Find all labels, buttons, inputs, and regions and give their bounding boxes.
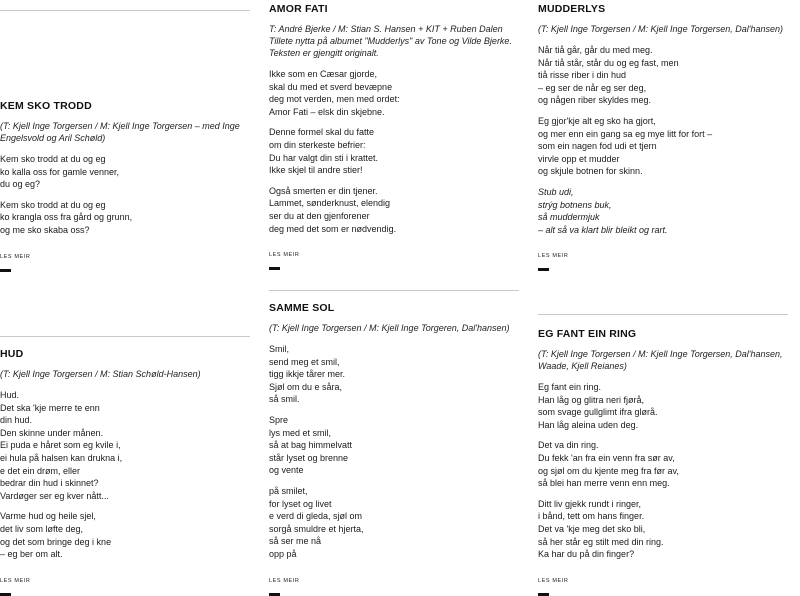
lyric-line: ko krangla oss fra gård og grunn, xyxy=(0,212,133,223)
credit-line: Teksten er gjengitt originalt. xyxy=(269,48,379,58)
lyric-line: Ka har du på din finger? xyxy=(538,549,635,560)
credit-line: Tillete nytta på albumet "Mudderlys" av Tone og Vilde Bjerke. xyxy=(269,36,512,46)
lyric-line: og skjule botnen for skinn. xyxy=(538,166,643,177)
lyric-line: Amor Fati – elsk din skjebne. xyxy=(269,106,385,117)
credit-line: (T: Kjell Inge Torgersen / M: Kjell Inge Torgersen, Dal'hansen, xyxy=(538,349,783,359)
lyric-line: og någen riber skyldes meg. xyxy=(538,95,652,106)
lyric-line: sorgå smuldre et hjerta, xyxy=(269,523,364,534)
lyric-line: deg med det som er nødvendig. xyxy=(269,223,397,234)
lyric-line: virvle opp et mudder xyxy=(538,153,620,164)
credit-line: (T: Kjell Inge Torgersen / M: Kjell Inge Torgersen – med Inge xyxy=(0,121,240,131)
lyric-line: Du fekk 'an fra ein venn fra sør av, xyxy=(538,452,675,463)
stanza xyxy=(538,115,796,178)
lyric-line: og vente xyxy=(269,465,304,476)
lyric-line: Vardøger ser eg kver nått... xyxy=(0,490,109,501)
stanza xyxy=(538,186,796,236)
song-card xyxy=(0,348,258,596)
read-more-link[interactable]: LES MEIR xyxy=(0,253,31,260)
lyric-line: så ser me nå xyxy=(269,536,322,547)
song-title[interactable]: HUD xyxy=(0,348,24,360)
lyric-line: – eg ber om alt. xyxy=(0,549,63,560)
separator-row-1-col-1 xyxy=(0,10,250,11)
lyric-line: bedrar din hud i skinnet? xyxy=(0,478,99,489)
lyric-line: og sjøl om du kjente meg fra før av, xyxy=(538,465,679,476)
lyric-line: Han låg aleina uden deg. xyxy=(538,419,639,430)
separator-row-2-col-2 xyxy=(269,290,519,291)
credit-line: (T: Kjell Inge Torgersen / M: Kjell Inge Torgeren, Dal'hansen) xyxy=(269,323,510,333)
lyric-line: Når tiå går, går du med meg. xyxy=(538,45,653,55)
stanza xyxy=(269,126,527,176)
lyric-line: du og eg? xyxy=(0,179,41,190)
accent-bar xyxy=(269,593,280,596)
lyric-line: opp på xyxy=(269,548,297,559)
lyric-line: send meg et smil, xyxy=(269,356,340,367)
lyric-line: Kem sko trodd at du og eg xyxy=(0,199,106,210)
lyric-line: det liv som løfte deg, xyxy=(0,523,84,534)
song-card xyxy=(0,100,258,272)
lyric-line: Sjøl om du e såra, xyxy=(269,381,343,392)
credit-line: Waade, Kjell Reianes) xyxy=(538,361,627,371)
accent-bar xyxy=(0,269,11,272)
lyrics-excerpt xyxy=(538,44,796,236)
lyric-line: Denne formel skal du fatte xyxy=(269,127,375,138)
credit-line: (T: Kjell Inge Torgersen / M: Kjell Inge Torgersen, Dal'hansen) xyxy=(538,24,784,34)
read-more-link[interactable]: LES MEIR xyxy=(269,577,300,584)
lyric-line: Også smerten er din tjener. xyxy=(269,185,378,196)
lyric-line: Det va 'kje meg det sko bli, xyxy=(538,523,646,534)
lyrics-excerpt xyxy=(269,343,527,561)
separator-row-2-col-3 xyxy=(538,314,788,315)
stanza xyxy=(269,485,527,561)
stanza xyxy=(538,439,796,489)
lyric-line: ei hula på halsen kan drukna i, xyxy=(0,452,123,463)
lyric-line: Det ska 'kje merre te enn xyxy=(0,402,100,413)
accent-bar xyxy=(538,268,549,271)
song-credits xyxy=(538,348,796,372)
lyric-line: Ikke skjel til andre stier! xyxy=(269,165,363,176)
song-title[interactable]: SAMME SOL xyxy=(269,302,335,314)
lyric-line: Han låg og glitra neri fjørå, xyxy=(538,394,645,405)
lyric-line: Eg fant ein ring. xyxy=(538,382,602,392)
lyric-line: så at bag himmelvatt xyxy=(269,440,353,451)
stanza xyxy=(269,414,527,477)
lyric-line: Det va din ring. xyxy=(538,440,599,451)
lyric-line: Kem sko trodd at du og eg xyxy=(0,154,106,164)
credit-line: T: André Bjerke / M: Stian S. Hansen + KIT + Ruben Dalen xyxy=(269,24,503,34)
lyric-line: Når tiå står, står du og eg fast, men xyxy=(538,57,679,68)
stanza xyxy=(269,68,527,118)
song-title[interactable]: MUDDERLYS xyxy=(538,3,606,15)
accent-bar xyxy=(0,593,11,596)
lyric-line: så her står eg stilt med din ring. xyxy=(538,536,664,547)
lyric-line: for lyset og livet xyxy=(269,498,332,509)
accent-bar xyxy=(269,267,280,270)
lyrics-excerpt xyxy=(0,153,258,237)
lyric-line: Stub udi, xyxy=(538,186,574,197)
lyric-line: Den skinne under månen. xyxy=(0,427,104,438)
read-more-link[interactable]: LES MEIR xyxy=(0,577,31,584)
lyric-line: og me sko skaba oss? xyxy=(0,224,90,235)
song-title[interactable]: KEM SKO TRODD xyxy=(0,100,92,112)
lyric-line: om din sterkeste befrier: xyxy=(269,139,366,150)
stanza xyxy=(538,498,796,561)
lyric-line: Varme hud og heile sjel, xyxy=(0,511,96,522)
song-card xyxy=(538,328,796,596)
lyric-line: i bånd, tett om hans finger. xyxy=(538,511,645,522)
lyric-line: så blei han merre venn enn meg. xyxy=(538,478,670,489)
lyric-line: Du har valgt din sti i krattet. xyxy=(269,152,379,163)
lyric-line: tiå risse riber i din hud xyxy=(538,70,627,81)
separator-row-2-col-1 xyxy=(0,336,250,337)
stanza xyxy=(0,389,258,502)
lyric-line: så muddermjuk xyxy=(538,212,600,223)
song-credits xyxy=(0,120,258,144)
lyric-line: e verd di gleda, sjøl om xyxy=(269,511,363,522)
lyric-line: Smil, xyxy=(269,344,289,354)
lyric-line: Ikke som en Cæsar gjorde, xyxy=(269,69,378,79)
stanza xyxy=(269,185,527,235)
lyric-line: Lammet, sønderknust, elendig xyxy=(269,198,391,209)
stanza xyxy=(0,510,258,560)
read-more-link[interactable]: LES MEIR xyxy=(269,252,300,259)
lyric-line: Eg gjor'kje alt eg sko ha gjort, xyxy=(538,115,656,126)
accent-bar xyxy=(538,593,549,596)
lyric-line: e det ein drøm, eller xyxy=(0,465,81,476)
lyrics-excerpt xyxy=(0,389,258,561)
stanza xyxy=(538,44,796,107)
stanza xyxy=(269,343,527,406)
lyrics-excerpt xyxy=(538,381,796,561)
lyric-line: står lyset og brenne xyxy=(269,452,349,463)
lyric-line: og det som bringe deg i kne xyxy=(0,536,112,547)
song-credits xyxy=(538,23,796,35)
lyric-line: – alt så va klart blir bleikt og rart. xyxy=(538,224,668,235)
lyric-line: ko kalla oss for gamle venner, xyxy=(0,166,120,177)
song-title[interactable]: AMOR FATI xyxy=(269,3,328,15)
lyric-line: din hud. xyxy=(0,415,33,426)
lyric-line: som svage gullglimt ifra glørå. xyxy=(538,407,658,418)
song-title[interactable]: EG FANT EIN RING xyxy=(538,328,637,340)
lyric-line: som ein nagen fod udi et tjern xyxy=(538,141,657,152)
lyric-line: Hud. xyxy=(0,390,20,400)
lyric-line: på smilet, xyxy=(269,485,308,496)
lyric-line: Spre xyxy=(269,414,289,425)
lyric-line: skal du med et sverd bevæpne xyxy=(269,81,393,92)
song-credits xyxy=(269,322,527,334)
lyric-line: Ditt liv gjekk rundt i ringer, xyxy=(538,498,642,509)
lyric-line: så smil. xyxy=(269,394,300,405)
stanza xyxy=(0,199,258,237)
lyric-line: – eg ser de når eg ser deg, xyxy=(538,82,647,93)
read-more-link[interactable]: LES MEIR xyxy=(538,577,569,584)
song-credits xyxy=(0,368,258,380)
stanza xyxy=(0,153,258,191)
lyric-line: og mer enn ein gang sa eg mye litt for fort – xyxy=(538,128,713,139)
song-card xyxy=(269,3,527,270)
song-credits xyxy=(269,23,527,59)
credit-line: Engelsvold og Aril Schøld) xyxy=(0,133,106,143)
lyric-line: deg mot verden, men med ordet: xyxy=(269,94,400,105)
credit-line: (T: Kjell Inge Torgersen / M: Stian Schøld-Hansen) xyxy=(0,369,201,379)
lyric-line: Ei puda e håret som eg kvile i, xyxy=(0,440,121,451)
read-more-link[interactable]: LES MEIR xyxy=(538,253,569,260)
lyric-line: lys med et smil, xyxy=(269,427,332,438)
lyric-line: ser du at den gjenforener xyxy=(269,210,370,221)
lyric-line: strýg botnens buk, xyxy=(538,199,612,210)
song-card xyxy=(538,3,796,271)
stanza xyxy=(538,381,796,431)
song-card xyxy=(269,302,527,596)
lyrics-excerpt xyxy=(269,68,527,235)
lyric-line: tigg ikkje tårer mer. xyxy=(269,369,346,380)
